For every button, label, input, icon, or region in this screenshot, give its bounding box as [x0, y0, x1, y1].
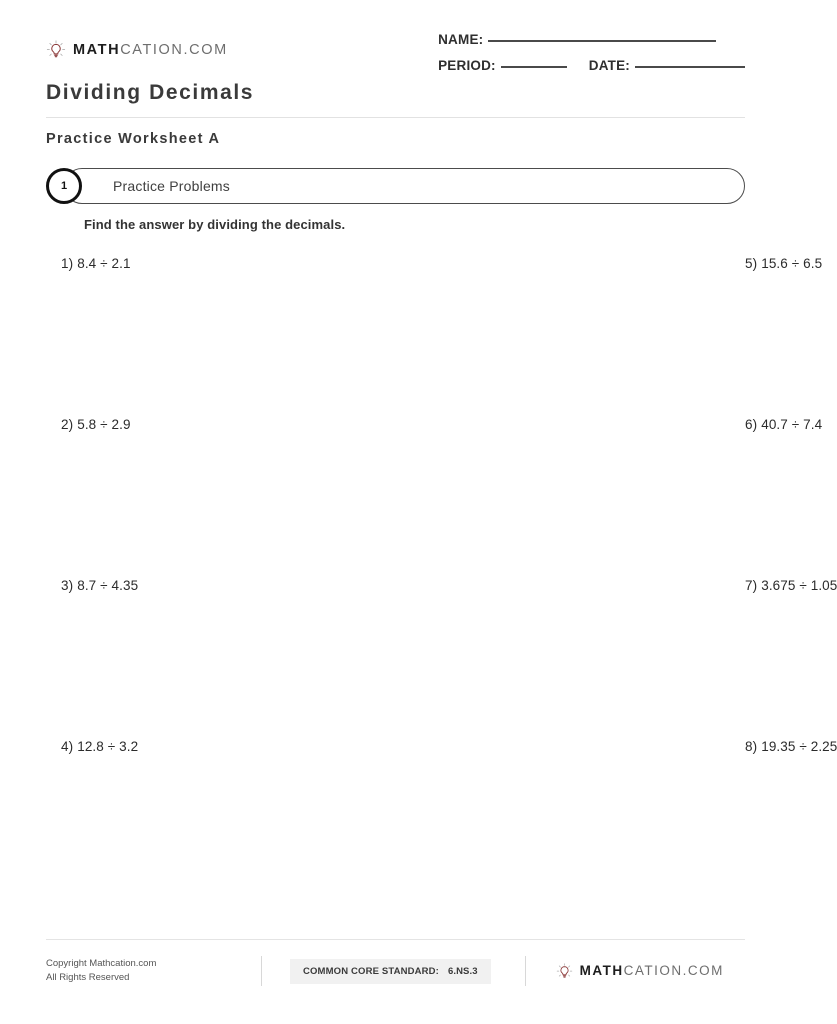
problem-item [374, 739, 837, 900]
problem-2 [61, 417, 374, 432]
problem-item [46, 739, 374, 900]
problem-item [46, 256, 374, 417]
brand-logo [46, 40, 228, 60]
period-date-field-row [438, 58, 745, 73]
problem-number: 3) [61, 578, 74, 594]
problem-expression: 8.4 ÷ 2.1 [77, 256, 131, 272]
copyright-line-2: All Rights Reserved [46, 972, 130, 983]
brand-name-bold: MATH [579, 963, 624, 979]
problem-number: 8) [745, 739, 758, 755]
problem-number: 6) [745, 417, 758, 433]
common-core-label: COMMON CORE STANDARD: [303, 965, 439, 977]
copyright-line-1: Copyright Mathcation.com [46, 958, 157, 970]
page-header [46, 0, 745, 73]
problem-expression: 3.675 ÷ 1.05 [761, 578, 837, 594]
common-core-code: 6.NS.3 [447, 965, 478, 977]
problem-row [46, 417, 823, 578]
problem-expression: 12.8 ÷ 3.2 [77, 739, 139, 755]
section-pill [64, 168, 745, 204]
problem-expression: 40.7 ÷ 7.4 [761, 417, 823, 433]
name-field-row [438, 32, 745, 47]
problem-expression: 5.8 ÷ 2.9 [77, 417, 131, 433]
problems-grid [46, 256, 837, 900]
brand-wordmark [580, 964, 724, 978]
problem-row [46, 739, 837, 900]
problem-expression: 8.7 ÷ 4.35 [77, 578, 139, 594]
problem-row [46, 578, 837, 739]
brand-name-light: CATION.COM [623, 963, 724, 979]
section-instruction: Find the answer by dividing the decimals. [84, 217, 346, 233]
problem-item [374, 578, 837, 739]
name-input-line[interactable] [488, 40, 716, 42]
section-label: Practice Problems [113, 178, 230, 195]
problem-1 [61, 256, 374, 271]
problem-4 [61, 739, 374, 754]
date-input-line[interactable] [635, 66, 745, 68]
student-info-fields [438, 30, 745, 73]
section-header [46, 168, 745, 204]
footer-content [46, 956, 745, 986]
problem-number: 4) [61, 739, 74, 755]
page-footer [46, 939, 745, 986]
page-title: Dividing Decimals [46, 81, 255, 104]
period-input-line[interactable] [501, 66, 567, 68]
problem-row [46, 256, 823, 417]
date-label: DATE: [588, 58, 630, 73]
page-subtitle: Practice Worksheet A [46, 131, 221, 148]
lightbulb-icon [556, 963, 573, 980]
name-label: NAME: [438, 32, 484, 47]
footer-divider [46, 939, 745, 940]
brand-name-light: CATION.COM [120, 41, 228, 58]
copyright-block [46, 957, 261, 985]
problem-number: 7) [745, 578, 758, 594]
problem-expression: 15.6 ÷ 6.5 [761, 256, 823, 272]
common-core-badge [290, 959, 491, 984]
title-divider [46, 117, 745, 118]
footer-vertical-divider-right [525, 956, 526, 986]
problem-expression: 19.35 ÷ 2.25 [761, 739, 837, 755]
lightbulb-icon [46, 40, 66, 60]
problem-number: 1) [61, 256, 74, 272]
section-number-badge: 1 [46, 168, 82, 204]
problem-item [46, 417, 374, 578]
footer-vertical-divider-left [261, 956, 262, 986]
footer-brand-logo [556, 963, 724, 980]
problem-item [374, 256, 823, 417]
problem-item [46, 578, 374, 739]
problem-item [374, 417, 823, 578]
problem-number: 5) [745, 256, 758, 272]
brand-wordmark [73, 43, 228, 58]
problem-number: 2) [61, 417, 74, 433]
period-label: PERIOD: [438, 58, 496, 73]
brand-name-bold: MATH [73, 41, 121, 58]
problem-3 [61, 578, 374, 593]
